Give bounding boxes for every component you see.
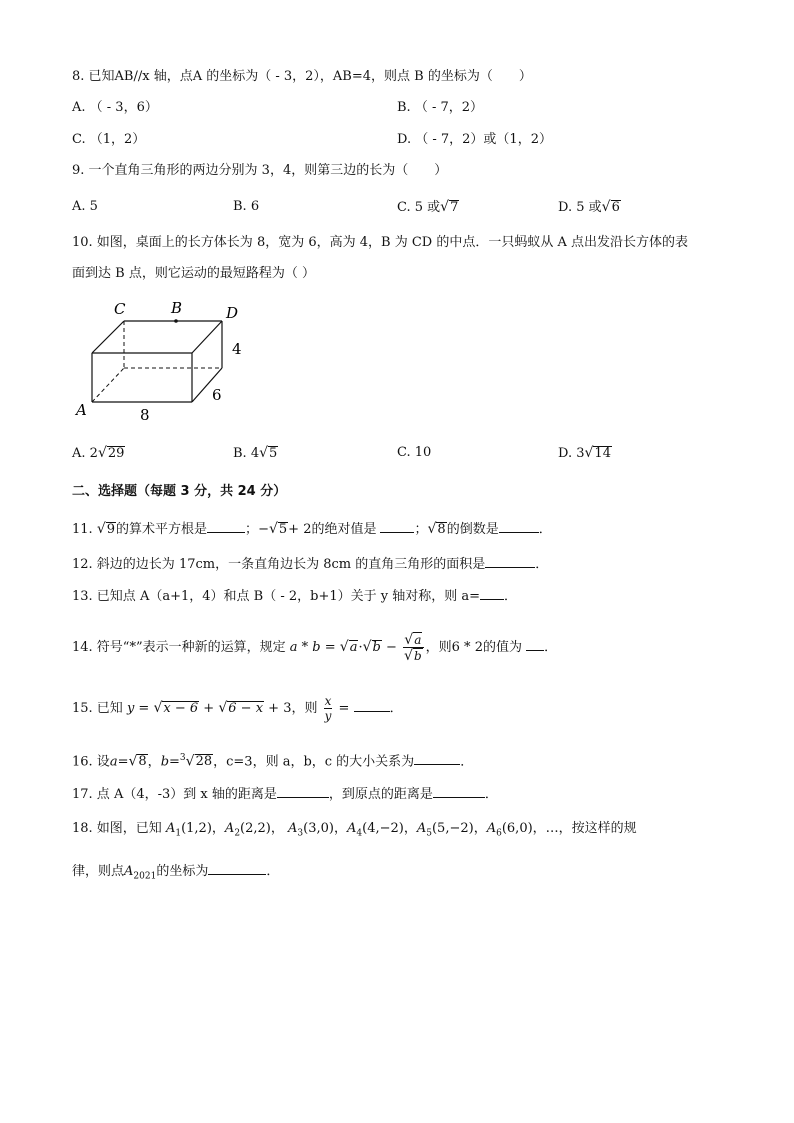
q14-rad-b: b [372,640,381,655]
q17-text-1: 17. 点 A（4，-3）到 x 轴的距离是 [72,787,277,802]
section-2-title: 二、选择题（每题 3 分，共 24 分） [72,484,287,499]
sqrt-symbol: √ [339,639,349,655]
q14-text: 的值为 [482,640,522,655]
q18-point-5-sub: 5 [426,828,432,839]
q18-blank[interactable] [208,862,266,875]
sqrt-symbol: √ [362,639,372,655]
q18-point-2-coord: (2,2) [240,821,271,836]
q18-target-sub: 2021 [133,871,157,882]
q18-point-6-name: A [486,821,497,836]
q11-blank-3[interactable] [499,520,539,533]
q16-sep-2: ， [213,754,227,770]
q18-sep: ， [403,821,417,836]
q10-option-c[interactable]: C. 10 [397,445,432,460]
q10-option-b[interactable] [233,443,278,464]
q10-option-b-radicand: 5 [269,446,278,461]
q8-option-c[interactable]: C. （1，2） [72,132,146,147]
q9-option-b[interactable]: B. 6 [233,199,260,214]
q18-sep: ， [270,821,284,836]
q9-option-c[interactable] [397,197,459,218]
q11-radicand-3: 8 [437,522,446,537]
q8-option-b[interactable]: B. （ - 7，2） [397,100,484,115]
q11-text-2: ； [245,522,259,537]
question-15 [72,693,403,724]
sqrt-symbol: √ [584,445,594,461]
q18-point-1-name: A [165,821,176,836]
q15-rad-1: x − 6 [163,701,199,716]
q15-prefix: 15. 已知 [72,701,123,716]
q11-radicand-2: 5 [278,522,288,537]
question-18-line-2 [72,862,279,887]
q15-eq: = [338,701,350,716]
q8-option-a[interactable]: A. （ - 3，6） [72,100,158,115]
sqrt-symbol: √ [153,700,163,716]
q11-text-1: 的算术平方根是 [116,522,208,537]
q15-frac-denominator: y [324,709,332,723]
question-10-line-1: 10. 如图，桌面上的长方体长为 8，宽为 6，高为 4，B 为 CD 的中点．一只蚂蚁从 A 点出发沿长方体的表 [72,235,688,250]
q18-point-4-name: A [347,821,357,836]
sqrt-symbol: √ [404,632,414,648]
q11-end: ． [538,522,552,537]
q11-expr-suffix: + 2 [288,522,312,537]
q14-rad-a: a [349,640,358,655]
q16-rad-a: 8 [138,754,147,770]
q18-point-5-name: A [416,821,427,836]
q17-text-2: ，到原点的距离是 [328,787,433,802]
q12-text: 12. 斜边的边长为 17cm，一条直角边长为 8cm 的直角三角形的面积是 [72,557,486,572]
q18-line2-suffix: 的坐标为 [156,864,209,879]
question-9-text: 9. 一个直角三角形的两边分别为 3，4，则第三边的长为（ ） [72,163,448,178]
q15-plus-2: + 3 [268,701,292,716]
sqrt-symbol: √ [427,521,437,537]
question-18-line-1 [72,819,637,844]
q14-expr: a * b = [289,640,336,655]
q17-end: ． [484,787,498,802]
q18-point-2-sub: 2 [234,828,241,839]
q8-option-d[interactable]: D. （ - 7，2）或（1，2） [397,132,552,147]
q13-blank[interactable] [480,587,504,600]
q16-b-eq: b= [160,754,180,770]
q9-option-a[interactable]: A. 5 [72,199,98,214]
q14-frac-den-radicand: b [413,649,422,663]
label-length: 8 [140,406,150,424]
q12-end: ． [535,557,549,572]
q11-text-3: 的绝对值是 [311,522,377,537]
q13-end: ． [504,589,518,604]
cuboid-figure [70,296,260,426]
sqrt-symbol: √ [128,753,138,770]
q18-end: ． [266,864,280,879]
q15-fraction [324,694,333,723]
q15-end: ． [389,701,403,716]
q14-prefix: 14. 符号“*”表示一种新的运算，规定 [72,640,286,655]
q14-end: ． [544,640,558,655]
question-12 [72,555,548,575]
question-8-text: 8. 已知AB//x 轴，点A 的坐标为（ - 3，2），AB=4，则点 B 的坐标为（ ） [72,69,532,84]
q18-point-3-name: A [288,821,298,836]
question-11 [72,519,552,540]
q14-fraction [403,632,424,663]
q11-radicand-1: 9 [106,522,116,537]
q9-option-d[interactable] [558,197,621,218]
q11-number: 11. [72,522,93,537]
q15-rad-2: 6 − x [228,701,264,716]
q18-point-1-coord: (1,2) [181,821,212,836]
q16-a-eq: a= [109,754,129,770]
q10-option-a-prefix: A. 2 [72,446,98,461]
q15-blank[interactable] [354,699,390,712]
q18-point-4-sub: 4 [356,828,363,839]
q16-prefix: 16. 设 [72,754,110,770]
q18-point-4-coord: (4,−2) [362,821,404,836]
q18-sep: ， [333,821,347,836]
q18-point-2-name: A [224,821,235,836]
label-b: B [171,299,183,317]
q18-sep: ， [473,821,487,836]
q14-blank[interactable] [526,638,544,651]
q16-c-eq: c=3，则 a，b，c 的大小关系为 [226,754,415,770]
q16-blank[interactable] [414,752,460,765]
q10-option-a-radicand: 29 [107,446,125,461]
q17-blank-1[interactable] [277,785,329,798]
sqrt-symbol: √ [218,700,228,716]
question-13 [72,587,517,607]
q18-sep: ， [211,821,225,836]
q18-point-6-coord: (6,0) [501,821,533,836]
sqrt-symbol: √ [268,521,278,537]
q14-dot: · [358,640,363,655]
q18-point-3-sub: 3 [297,828,304,839]
q11-blank-1[interactable] [207,520,245,533]
label-height: 4 [232,340,242,358]
label-c: C [114,300,126,318]
q11-text-4: ； [414,522,428,537]
q12-blank[interactable] [485,555,535,568]
cube-root-symbol: √ [185,753,195,770]
q9-option-d-radicand: 6 [611,200,620,215]
q15-y-eq: y = [126,701,150,716]
q17-blank-2[interactable] [433,785,485,798]
q16-rad-b: 28 [195,754,213,770]
q10-option-b-prefix: B. 4 [233,446,260,461]
label-d: D [226,304,239,322]
q11-expr-prefix: − [258,522,269,537]
q11-text-5: 的倒数是 [446,522,499,537]
q14-minus: − [385,640,397,655]
sqrt-symbol: √ [440,199,450,215]
q9-option-d-prefix: D. 5 或 [558,200,602,215]
sqrt-symbol: √ [97,445,107,461]
sqrt-symbol: √ [96,521,106,537]
q18-tail: ，…，按这样的规 [532,821,637,836]
q15-mid: ，则 [291,701,318,716]
q9-option-c-radicand: 7 [450,200,459,215]
sqrt-symbol: √ [259,445,269,461]
q18-target-name: A [124,864,134,879]
q14-mid: ，则 [425,640,452,655]
q10-option-d[interactable] [558,443,612,464]
sqrt-symbol: √ [404,648,413,664]
label-width: 6 [212,386,222,404]
q9-option-c-prefix: C. 5 或 [397,200,441,215]
q14-frac-denominator [403,648,424,663]
q14-frac-numerator [403,632,424,648]
q10-option-d-prefix: D. 3 [558,446,585,461]
question-10-line-2: 面到达 B 点，则它运动的最短路程为（ ） [72,266,315,281]
q10-option-a[interactable] [72,443,125,464]
q15-plus-1: + [203,701,215,716]
question-17 [72,785,498,805]
label-a: A [76,401,87,419]
q14-frac-num-radicand: a [414,633,422,647]
q16-sep-1: ， [147,754,161,770]
q14-expr2: 6 * 2 [451,640,483,655]
point-b-marker [174,319,178,323]
q18-point-1-sub: 1 [175,828,182,839]
q18-line2-prefix: 律，则点 [72,864,125,879]
q18-point-5-coord: (5,−2) [431,821,474,836]
sqrt-symbol: √ [601,199,611,215]
question-14 [72,632,557,663]
q13-text: 13. 已知点 A（a+1，4）和点 B（ - 2，b+1）关于 y 轴对称，则 a= [72,589,480,604]
q18-prefix: 18. 如图，已知 [72,821,162,836]
q10-option-d-radicand: 14 [594,446,611,461]
q16-cube-index: 3 [179,753,186,763]
q11-blank-2[interactable] [380,520,414,533]
q15-frac-numerator: x [324,694,332,708]
question-16 [72,748,473,772]
q16-end: ． [460,754,474,770]
q18-point-6-sub: 6 [496,828,502,839]
q18-point-3-coord: (3,0) [303,821,334,836]
